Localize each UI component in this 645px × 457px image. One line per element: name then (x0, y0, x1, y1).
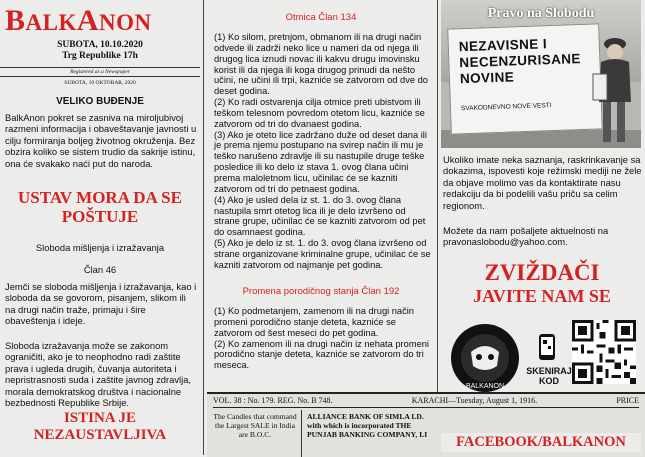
article-number: Član 46 (83, 264, 117, 275)
qr-code-icon[interactable] (572, 320, 636, 384)
article-body-family: (1) Ko podmetanjem, zamenom ili na drugi način promeni porodično stanje deteta, kazniće se zatvorom od šest meseci do pet godina. (2) Ko zamenom ili na drugi način iz nehata promeni porodično stanje deteta, kazniće se zatvorom do tri meseca. (214, 306, 429, 371)
whistleblower-heading: ZVIŽDAČI (484, 260, 600, 285)
sub-date: SUBOTA, 10 OKTOBAR, 2020 (64, 80, 136, 86)
email-paragraph: Možete da nam pošaljete aktuelnosti na pravonaslobodu@yahoo.com. (443, 225, 609, 248)
poster-subtitle: SVAKODNEVNO NOVE VESTI (460, 102, 552, 113)
dateline (0, 40, 200, 62)
issue-date: SUBOTA, 10.10.2020 (57, 40, 143, 50)
article-paragraph-1: Jemči se sloboda mišljenja i izražavanja, kao i sloboda da se govorom, pisanjem, slikom ili na drugi način traže, primaju i šire obaveštenja i ideje. (5, 281, 197, 327)
scan-code-label: SKENIRAJ KOD (526, 366, 572, 386)
balkanon-badge-icon (449, 322, 521, 394)
svg-text:BALKANON: BALKANON (465, 383, 505, 390)
poster-headline: NEZAVISNE I NECENZURISANE NOVINE (458, 36, 582, 87)
column-divider (437, 0, 438, 455)
bank-ad: ALLIANCE BANK OF SIMLA LD. with which is incorporated THE PUNJAB BANKING COMPANY, LI (307, 412, 428, 439)
section-heading: VELIKO BUĐENJE (56, 96, 144, 107)
volume-info: VOL. 38 : No. 179. REG. No. B 748. (213, 396, 333, 405)
event-location: Trg Republike 17h (62, 51, 138, 61)
left-column (0, 0, 203, 455)
article-body-kidnapping: (1) Ko silom, pretnjom, obmanom ili na drugi način odvede ili zadrži neko lice u nameri da od njega ili drugog lica iznudi novac ili kakvu drugu imovinsku korist ili da njega ili koga drugog prinudi da nešto učini, ne učini ili trpi, kazniće se zatvorom od dve do deset godina. (2) Ko radi ostvarenja cilja otmice preti ubistvom ili teškom telesnom povredom otetom licu, kazniće se zatvorom od tri do dvanaest godina. (3) Ako je oteto lice zadržano duže od deset dana ili je prema njemu postupano na svirep način ili mu je teško narušeno zdravlje ili su nastupile druge teške posledice ili ko delo iz stava 1. ovog člana učini prema maloletnom licu, učinilac će se kazniti zatvorom od tri do petnaest godina. (4) Ako je usled dela iz st. 1. do 3. ovog člana nastupila smrt otetog lica ili je delo izvršeno od strane grupe, učinilac će se kazniti zatvorom od pet do osamnaest godina. (5) Ako je delo iz st. 1. do 3. ovog člana izvršeno od strane organizovane kriminalne grupe, učinilac će se kazniti zatvorom od najmanje pet godina. (214, 32, 431, 270)
middle-column (205, 0, 437, 455)
contact-us-heading: JAVITE NAM SE (473, 286, 611, 306)
subsection-title: Sloboda mišljenja i izražavanja (35, 242, 165, 253)
intro-paragraph: BalkAnon pokret se zasniva na miroljubivoj razmeni informacija i obaveštavanje javnosti u cilju formiranja boljeg životnog okruženja. Bez obzira koliko se sistem trudio da sakrije istinu, ona će svakako naći put do naroda. (5, 112, 197, 169)
newspaper-graphic (447, 23, 603, 134)
poster-image (441, 0, 641, 148)
article-title-kidnapping: Otmica Član 134 (285, 12, 357, 23)
article-title-family: Promena porodičnog stanja Član 192 (242, 286, 400, 297)
price-label: PRICE (616, 396, 639, 405)
contact-paragraph: Ukoliko imate neka saznanja, raskrinkavanje sa dokazima, ispovesti koje režimski mediji ne žele da objave molimo vas da kontaktirate nasu redakciju da bi podelili vašu priču sa celim regionom. (443, 154, 642, 211)
newsboy-figure (589, 30, 637, 148)
article-paragraph-2: Sloboda izražavanja može se zakonom ograničiti, ako je to neophodno radi zaštite prava i ugleda drugih, čuvanja autoriteta i nepristrasnosti suda i zaštite javnog zdravlja, morala demokratskog društva i nacionalne bezbednosti Republike Srbije. (5, 340, 192, 409)
right-column (439, 0, 645, 455)
phone-scan-icon (536, 332, 558, 362)
candles-ad: The Candles that command the Largest SALE in India are B.O.C. (213, 412, 297, 439)
registered-note: Registered as a Newspaper (0, 67, 200, 77)
facebook-link[interactable]: FACEBOOK/BALKANON (441, 433, 641, 452)
column-divider (203, 0, 204, 455)
headline-truth: ISTINA JE NEZAUSTAVLJIVA (33, 410, 167, 443)
city-date: KARACHI—Tuesday, August 1, 1916. (411, 396, 538, 405)
masthead-logo: BALKANON (5, 4, 152, 37)
poster-title: Pravo na Slobodu (487, 6, 595, 21)
headline-constitution: USTAV MORA DA SE POŠTUJE (18, 188, 182, 226)
